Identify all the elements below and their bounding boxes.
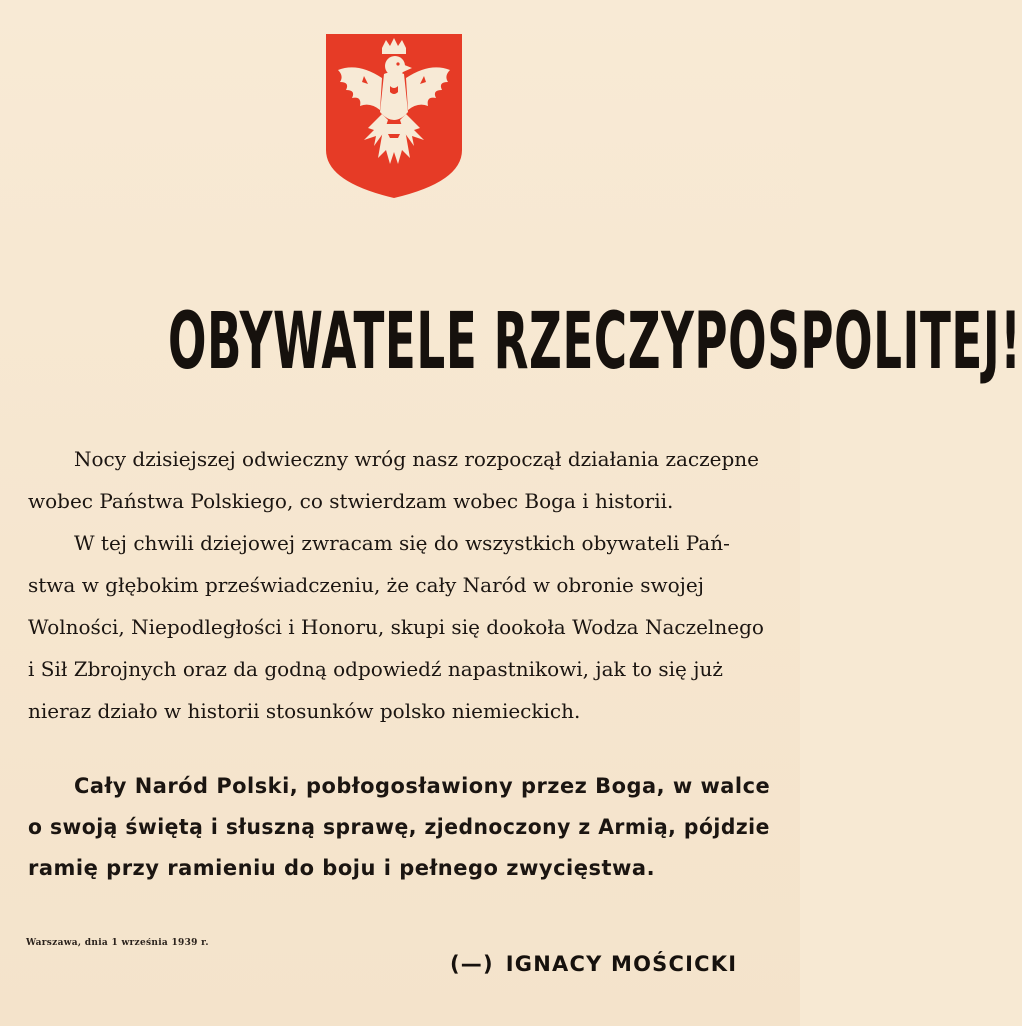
text-line: Cały Naród Polski, pobłogosławiony przez Boga, w walce bbox=[74, 774, 771, 798]
text-line: o swoją świętą i słuszną sprawę, zjednoczony z Armią, pójdzie bbox=[28, 815, 770, 839]
page-title: OBYWATELE RZECZYPOSPOLITEJ! bbox=[168, 297, 1022, 387]
text-line: stwa w głębokim przeświadczeniu, że cały Naród w obronie swojej bbox=[28, 573, 704, 597]
text-line: ramię przy ramieniu do boju i pełnego zwycięstwa. bbox=[28, 856, 656, 880]
signature bbox=[450, 952, 737, 976]
text-line: wobec Państwa Polskiego, co stwierdzam wobec Boga i historii. bbox=[28, 489, 674, 513]
text-line: Wolności, Niepodległości i Honoru, skupi się dookoła Wodza Naczelnego bbox=[28, 615, 764, 639]
polish-white-eagle-icon bbox=[324, 32, 464, 200]
date-line: Warszawa, dnia 1 września 1939 r. bbox=[26, 938, 209, 948]
signature-name: IGNACY MOŚCICKI bbox=[505, 952, 738, 976]
text-line: nieraz działo w historii stosunków polsko niemieckich. bbox=[28, 699, 581, 723]
text-line: W tej chwili dziejowej zwracam się do wszystkich obywateli Pań- bbox=[74, 531, 730, 555]
signature-prefix: (—) bbox=[450, 952, 494, 976]
text-line: i Sił Zbrojnych oraz da godną odpowiedź napastnikowi, jak to się już bbox=[28, 657, 723, 681]
text-line: Nocy dzisiejszej odwieczny wróg nasz rozpoczął działania zaczepne bbox=[74, 447, 760, 471]
paragraph-opening bbox=[28, 438, 770, 522]
paragraph-conclusion bbox=[28, 766, 770, 889]
paragraph-appeal bbox=[28, 522, 770, 732]
